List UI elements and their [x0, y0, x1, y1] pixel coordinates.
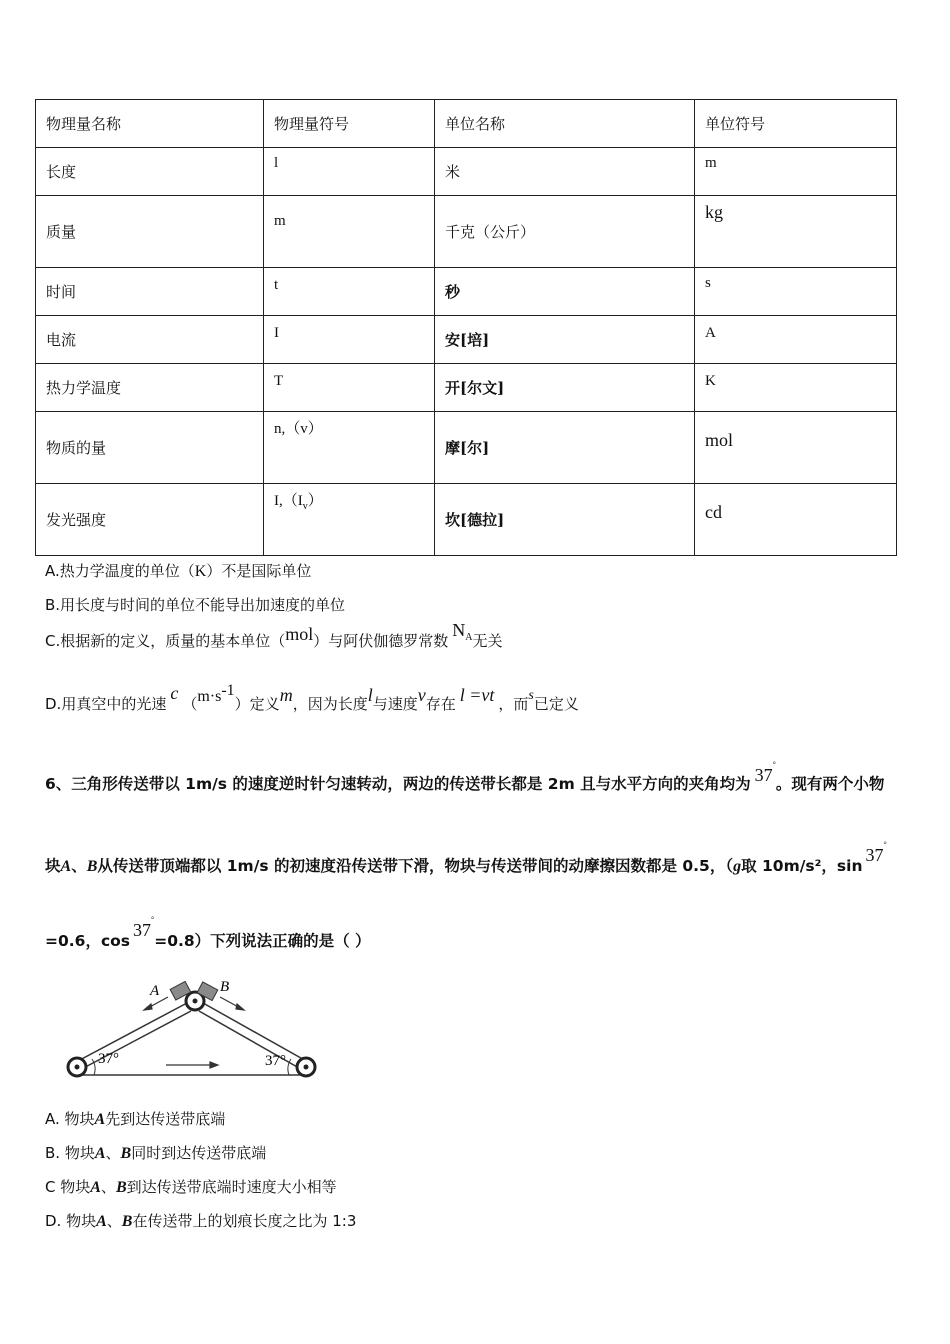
q6-option-c: C 物块A、B到达传送带底端时速度大小相等 [45, 1178, 337, 1196]
quantity-name: 热力学温度 [36, 364, 264, 412]
quantity-name: 发光强度 [36, 484, 264, 556]
q6-option-a: A. 物块A先到达传送带底端 [45, 1110, 226, 1128]
q6-line-3: =0.6，cos37°=0.8）下列说法正确的是（ ） [45, 914, 371, 950]
table-row [36, 364, 897, 412]
table-row [36, 268, 897, 316]
quantity-symbol: m [264, 196, 435, 268]
label-b: B [220, 979, 230, 995]
direction-arrow-icon [166, 1062, 218, 1068]
table-row [36, 316, 897, 364]
unit-symbol: mol [695, 412, 897, 484]
quantity-name: 时间 [36, 268, 264, 316]
angle-label-left: 37° [98, 1051, 119, 1067]
unit-symbol: K [695, 364, 897, 412]
table-row [36, 484, 897, 556]
label-a: A [150, 983, 160, 999]
table-header-row [36, 100, 897, 148]
q6-option-d: D. 物块A、B在传送带上的划痕长度之比为 1:3 [45, 1212, 357, 1230]
unit-name: 米 [435, 148, 695, 196]
header-cell: 单位符号 [695, 100, 897, 148]
unit-symbol: kg [695, 196, 897, 268]
header-cell: 物理量名称 [36, 100, 264, 148]
arrow-b-icon [220, 997, 244, 1010]
conveyor-diagram [60, 975, 330, 1085]
header-cell: 物理量符号 [264, 100, 435, 148]
q6-option-b: B. 物块A、B同时到达传送带底端 [45, 1144, 267, 1162]
q6-line-1: 6、三角形传送带以 1m/s 的速度逆时针匀速转动，两边的传送带长都是 2m 且与水平方向的夹角均为 37°。现有两个小物 [45, 759, 885, 793]
quantity-symbol: t [264, 268, 435, 316]
angle-label-right: 37° [265, 1053, 286, 1069]
q5-option-d: D.用真空中的光速$c(m\cdot s^{-1})$定义m，因为长度l与速度v存在 l =vt ，而s已定义 [45, 682, 579, 713]
unit-name: 开[尔文] [435, 364, 695, 412]
unit-name: 摩[尔] [435, 412, 695, 484]
quantity-symbol: T [264, 364, 435, 412]
quantity-symbol: $I,(I_v)$ [264, 484, 435, 556]
unit-symbol: cd [695, 484, 897, 556]
unit-name: 秒 [435, 268, 695, 316]
q6-line-2: 块A、B从传送带顶端都以 1m/s 的初速度沿传送带下滑，物块与传送带间的动摩擦因数都是 0.5，（g取 10m/s²，sin37° [45, 839, 887, 875]
si-units-table [35, 99, 897, 556]
unit-symbol: s [695, 268, 897, 316]
quantity-name: 物质的量 [36, 412, 264, 484]
q5-option-c: C.根据新的定义，质量的基本单位（mol）与阿伏伽德罗常数$N^A$无关 [45, 620, 503, 650]
quantity-symbol: l [264, 148, 435, 196]
unit-name: 千克（公斤） [435, 196, 695, 268]
unit-name: 坎[德拉] [435, 484, 695, 556]
table-row [36, 412, 897, 484]
pulley-right [297, 1058, 315, 1076]
quantity-symbol: I [264, 316, 435, 364]
quantity-name: 长度 [36, 148, 264, 196]
table-row [36, 148, 897, 196]
q5-option-a: A.热力学温度的单位（K）不是国际单位 [45, 562, 312, 580]
header-cell: 单位名称 [435, 100, 695, 148]
unit-symbol: m [695, 148, 897, 196]
quantity-symbol: n,（v） [264, 412, 435, 484]
unit-symbol: A [695, 316, 897, 364]
pulley-left [68, 1058, 86, 1076]
q5-option-b: B.用长度与时间的单位不能导出加速度的单位 [45, 596, 346, 614]
quantity-name: 电流 [36, 316, 264, 364]
quantity-name: 质量 [36, 196, 264, 268]
table-row [36, 196, 897, 268]
unit-name: 安[培] [435, 316, 695, 364]
